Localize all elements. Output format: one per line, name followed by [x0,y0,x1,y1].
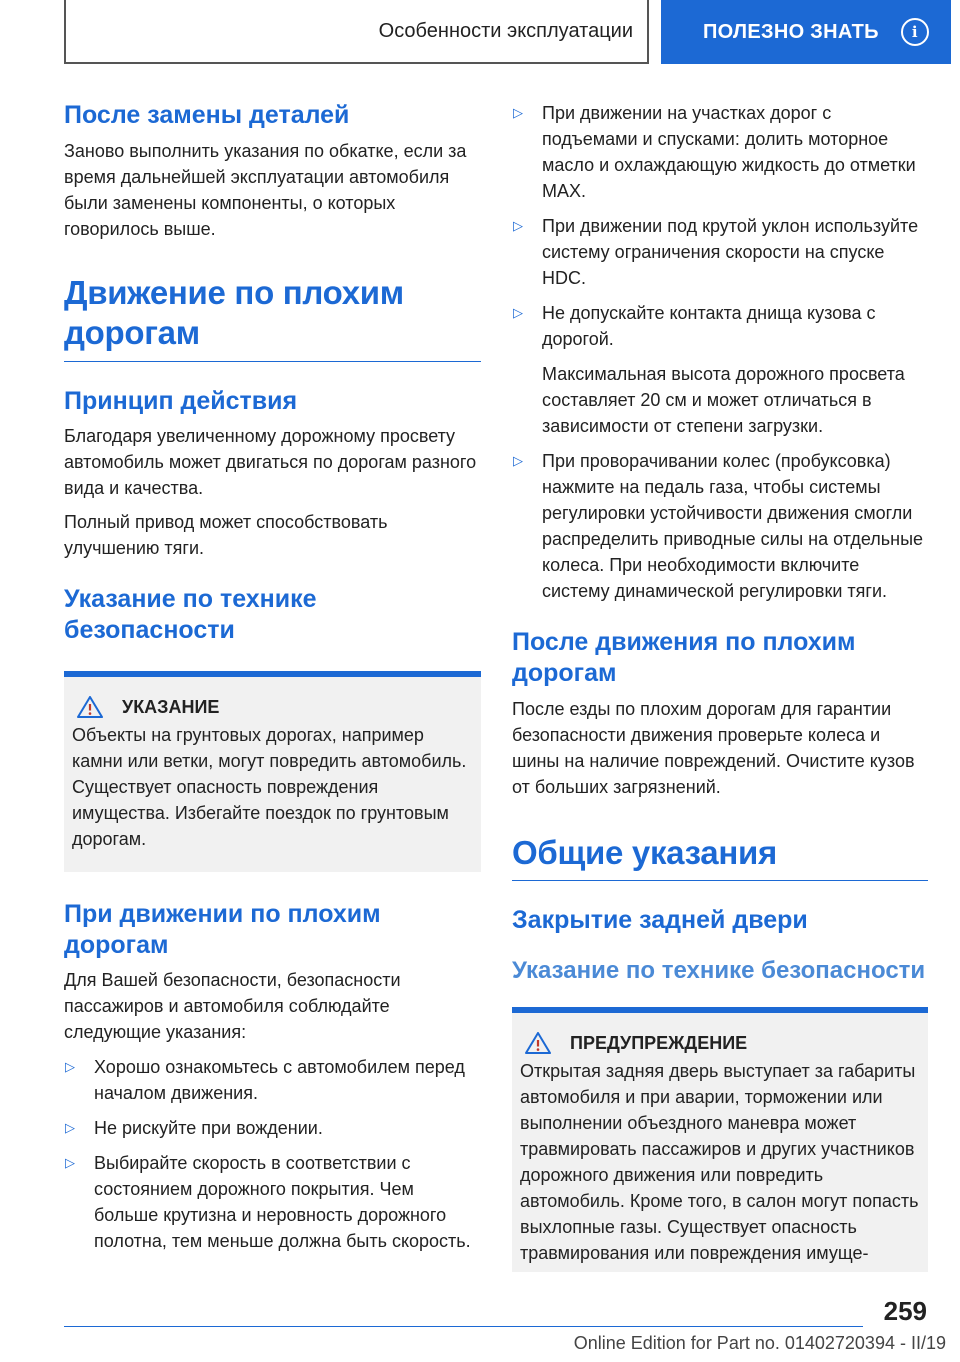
heading-divider [64,361,481,362]
list-item: ▷ Хорошо ознакомьтесь с автомобилем перед началом движения. [64,1054,481,1106]
right-column [512,100,928,1272]
note-header [72,696,473,718]
list-item: ▷ Не допускайте контакта днища кузова с дорогой. Максимальная высота дорожного просвета составляет 20 см и может отличаться в зависимости от степени загрузки. [512,300,928,439]
note-title: УКАЗАНИЕ [122,696,220,717]
list-item: ▷ При движении на участках дорог с подъемами и спусками: долить моторное масло и охлаждающую жидкость до отметки MAX. [512,100,928,204]
heading-principle: Принцип действия [64,387,298,415]
list-item: ▷ При движении под крутой уклон используйте систему ограничения скорости на спуске HDC. [512,213,928,291]
header-section [64,0,649,64]
bullet-arrow-icon: ▷ [513,218,523,233]
list-item: ▷ Выбирайте скорость в соответствии с состоянием дорожного покрытия. Чем больше крутизна и неровность дорожного полотна, тем меньше должна быть скорость. [64,1150,481,1254]
heading-divider [512,880,928,881]
page-number: 259 [883,1296,927,1326]
paragraph-after-replacement: Заново выполнить указания по обкатке, если за время дальнейшей эксплуатации автомобиля были заменены компоненты, о которых говорилось выше. [64,141,467,239]
paragraph-principle-1: Благодаря увеличенному дорожному просвету автомобиль может двигаться по дорогам разного вида и качества. [64,426,477,498]
note-text: Объекты на грунтовых дорогах, например камни или ветки, могут повредить автомобиль. Существует опасность повреждения имущества. Избегайте поездок по грунтовым дорогам. [72,725,467,849]
warning-box [512,1007,928,1272]
info-icon: i [901,18,929,46]
header-tab[interactable] [661,0,951,64]
bullet-arrow-icon: ▷ [65,1155,75,1170]
heading-general: Общие указания [512,834,777,871]
bullet-extra-text: Максимальная высота дорожного просвета составляет 20 см и может отличаться в зависимости от степени загрузки. [542,364,905,436]
bullet-arrow-icon: ▷ [513,453,523,468]
heading-after-driving: После движения по плохим дорогам [512,628,856,687]
footer-edition: Online Edition for Part no. 01402720394 - II/19 [573,1333,946,1353]
heading-safety: Указание по технике безопасности [64,585,317,644]
header-tab-label: ПОЛЕЗНО ЗНАТЬ [703,20,879,43]
bullet-arrow-icon: ▷ [513,305,523,320]
note-box [64,671,481,872]
heading-driving-bad-roads: При движении по плохим дорогам [64,900,381,959]
driving-bullets [64,1054,481,1254]
warning-header [520,1032,920,1054]
heading-bad-roads: Движение по плохим дорогам [64,274,404,351]
heading-tailgate: Закрытие задней двери [512,906,808,934]
left-column [64,100,481,1254]
rough-road-bullets [512,100,928,604]
warning-title: ПРЕДУПРЕЖДЕНИЕ [570,1032,748,1053]
warning-triangle-icon [525,1032,551,1054]
heading-after-replacement: После замены деталей [64,101,350,129]
list-item: ▷ При проворачивании колес (пробуксовка) нажмите на педаль газа, чтобы системы регулировки устойчивости движения смогли распределить приводные силы на отдельные колеса. При необходимости включите систему динамической регулировки тяги. [512,448,928,604]
bullet-arrow-icon: ▷ [65,1059,75,1074]
paragraph-driving: Для Вашей безопасности, безопасности пассажиров и автомобиля соблюдайте следующие указания: [64,970,401,1042]
paragraph-principle-2: Полный привод может способствовать улучшению тяги. [64,512,388,558]
paragraph-after-driving: После езды по плохим дорогам для гарантии безопасности движения проверьте колеса и шины на наличие повреждений. Очистите кузов от больших загрязнений. [512,699,915,797]
warning-triangle-icon [77,696,103,718]
header-section-title: Особенности эксплуатации [378,19,633,42]
bullet-arrow-icon: ▷ [65,1120,75,1135]
bullet-arrow-icon: ▷ [513,105,523,120]
list-item: ▷ Не рискуйте при вождении. [64,1115,481,1141]
heading-safety-2: Указание по технике безопасности [512,957,926,984]
warning-text: Открытая задняя дверь выступает за габариты автомобиля и при аварии, торможении или выполнении объездного маневра может травмировать пассажиров и других участников дорожного движения или повредить автомобиль. Кроме того, в салон могут попасть выхлопные газы. Существует опасность травмирования или повреждения имуще- [520,1061,919,1263]
footer-divider [64,1326,863,1327]
